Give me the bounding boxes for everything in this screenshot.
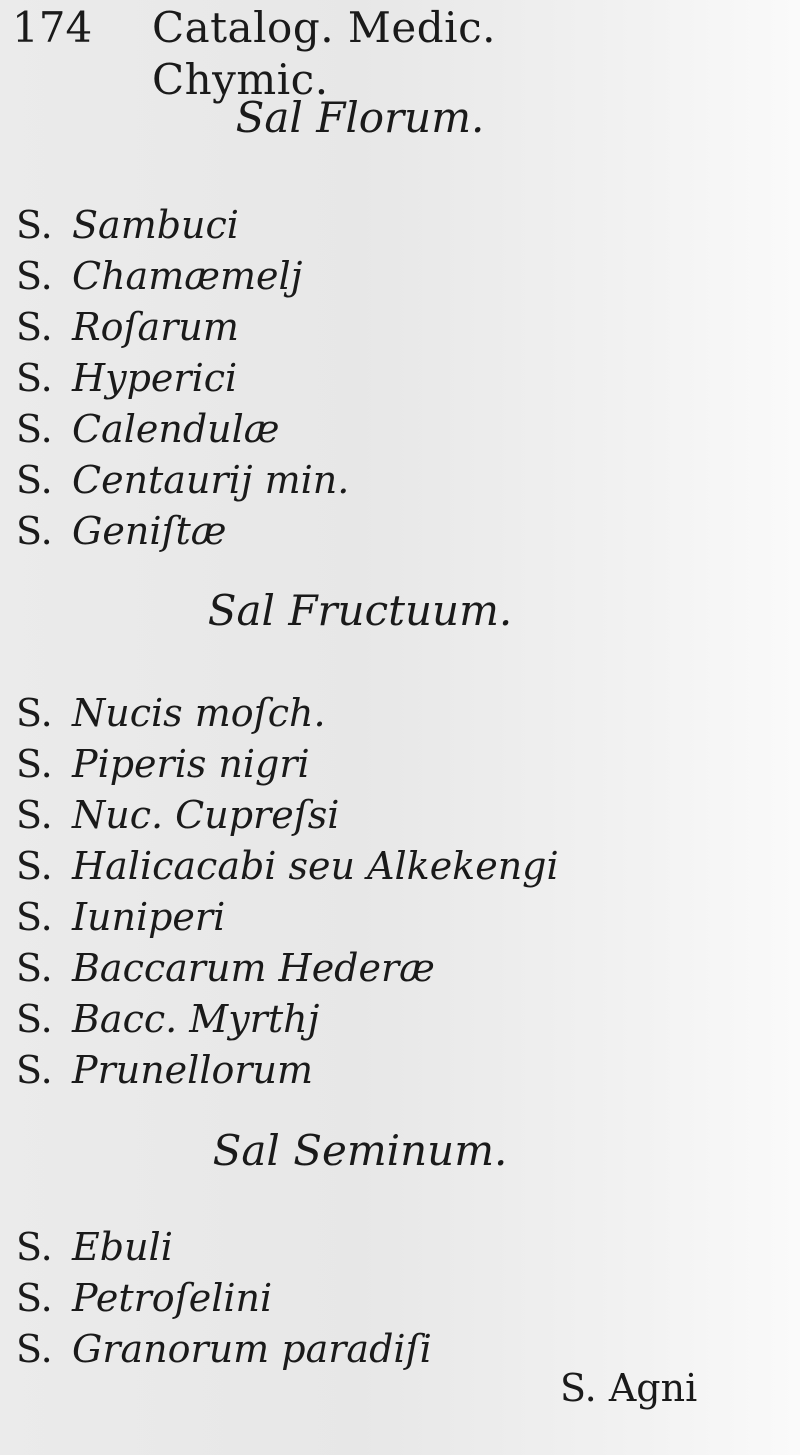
entry-name: Petroſelini xyxy=(72,1276,273,1320)
entry-name: Nuc. Cupreſsi xyxy=(72,793,340,837)
entry-abbr: S. xyxy=(16,458,53,502)
entry-abbr: S. xyxy=(16,895,53,939)
list-item xyxy=(16,841,559,892)
entry-abbr: S. xyxy=(16,793,53,837)
entry-abbr: S. xyxy=(16,407,53,451)
entry-name: Nucis moſch. xyxy=(72,691,326,735)
entry-abbr: S. xyxy=(16,946,53,990)
list-item xyxy=(16,892,559,943)
list-item xyxy=(16,688,559,739)
entry-abbr: S. xyxy=(16,203,53,247)
list-florum xyxy=(16,200,349,557)
entry-abbr: S. xyxy=(16,509,53,553)
entry-abbr: S. xyxy=(16,997,53,1041)
entry-abbr: S. xyxy=(16,305,53,349)
list-item xyxy=(16,1045,559,1096)
entry-abbr: S. xyxy=(16,1225,53,1269)
list-item xyxy=(16,1273,432,1324)
list-item xyxy=(16,251,349,302)
list-item xyxy=(16,739,559,790)
section-heading-florum: Sal Florum. xyxy=(235,93,485,142)
entry-name: Prunellorum xyxy=(72,1048,314,1092)
entry-name: Sambuci xyxy=(72,203,239,247)
entry-name: Iuniperi xyxy=(72,895,226,939)
entry-name: Baccarum Hederæ xyxy=(72,946,435,990)
list-item xyxy=(16,1324,432,1375)
list-item xyxy=(16,943,559,994)
catchword: S. Agni xyxy=(560,1366,698,1410)
entry-name: Bacc. Myrthj xyxy=(72,997,320,1041)
running-title: Catalog. Medic. Chymic. xyxy=(152,3,496,104)
entry-abbr: S. xyxy=(16,1276,53,1320)
list-item xyxy=(16,353,349,404)
entry-abbr: S. xyxy=(16,844,53,888)
entry-name: Ebuli xyxy=(72,1225,173,1269)
list-fructuum xyxy=(16,688,559,1096)
entry-abbr: S. xyxy=(16,254,53,298)
entry-name: Chamæmelj xyxy=(72,254,303,298)
entry-name: Halicacabi seu Alkekengi xyxy=(72,844,559,888)
entry-name: Granorum paradiſi xyxy=(72,1327,432,1371)
entry-name: Geniſtæ xyxy=(72,509,227,553)
entry-abbr: S. xyxy=(16,742,53,786)
list-item xyxy=(16,790,559,841)
list-item xyxy=(16,404,349,455)
list-seminum xyxy=(16,1222,432,1375)
entry-abbr: S. xyxy=(16,1048,53,1092)
entry-name: Centaurij min. xyxy=(72,458,350,502)
list-item xyxy=(16,302,349,353)
entry-abbr: S. xyxy=(16,356,53,400)
running-header xyxy=(12,2,610,104)
list-item xyxy=(16,506,349,557)
entry-name: Hyperici xyxy=(72,356,238,400)
list-item xyxy=(16,455,349,506)
entry-name: Piperis nigri xyxy=(72,742,310,786)
section-heading-fructuum: Sal Fructuum. xyxy=(207,586,513,635)
entry-name: Roſarum xyxy=(72,305,239,349)
list-item xyxy=(16,1222,432,1273)
section-heading-seminum: Sal Seminum. xyxy=(212,1126,508,1175)
list-item xyxy=(16,200,349,251)
entry-abbr: S. xyxy=(16,691,53,735)
entry-name: Calendulæ xyxy=(72,407,280,451)
list-item xyxy=(16,994,559,1045)
entry-abbr: S. xyxy=(16,1327,53,1371)
page-number: 174 xyxy=(12,3,93,52)
